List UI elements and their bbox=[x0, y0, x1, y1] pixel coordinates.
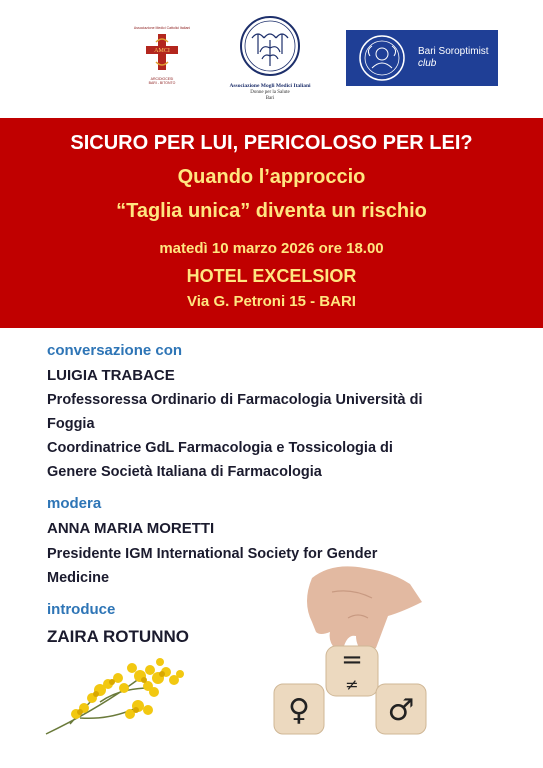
event-address: Via G. Petroni 15 - BARI bbox=[187, 293, 356, 310]
cross-icon bbox=[142, 32, 182, 72]
event-venue: HOTEL EXCELSIOR bbox=[186, 266, 357, 286]
soroptimist-emblem-icon bbox=[358, 34, 406, 82]
ammi-logo bbox=[215, 14, 325, 114]
dice-illustration bbox=[272, 562, 442, 740]
moderator-label: modera bbox=[47, 495, 102, 512]
event-banner bbox=[0, 118, 543, 328]
moderator-desc-line: Presidente IGM International Society for Gender bbox=[47, 546, 378, 562]
female-symbol: ♀ bbox=[288, 693, 310, 728]
amci-archdiocese: ARCIDIOCESI bbox=[150, 77, 174, 81]
hand-icon bbox=[307, 566, 422, 654]
amci-logo-caption: Associazione Medici Cattolici Italiani bbox=[133, 26, 191, 30]
event-date: matedì 10 marzo 2026 ore 18.00 bbox=[159, 240, 384, 257]
ammi-city: Bari bbox=[265, 96, 275, 101]
intro-label: introduce bbox=[47, 601, 116, 618]
event-subtitle-1: Quando l’approccio bbox=[177, 166, 366, 188]
moderator-name: ANNA MARIA MORETTI bbox=[47, 520, 215, 537]
conversation-label: conversazione con bbox=[47, 342, 183, 359]
not-equal-sign: ≠ bbox=[345, 675, 359, 694]
event-title: SICURO PER LUI, PERICOLOSO PER LEI? bbox=[70, 132, 473, 154]
equal-sign: = bbox=[341, 645, 363, 675]
ammi-name: Associazione Mogli Medici Italiani bbox=[229, 83, 311, 89]
speaker-desc-line: Professoressa Ordinario di Farmacologia Università di bbox=[47, 392, 423, 408]
speaker-desc-line: Foggia bbox=[47, 416, 95, 432]
moderator-desc-line: Medicine bbox=[47, 570, 110, 586]
speaker-desc-line: Coordinatrice GdL Farmacologia e Tossicologia di bbox=[47, 440, 393, 456]
speaker-name: LUIGIA TRABACE bbox=[47, 367, 175, 384]
amci-mark: AMCI bbox=[154, 48, 170, 54]
intro-name: ZAIRA ROTUNNO bbox=[47, 627, 189, 646]
ammi-subtitle: Donne per la Salute bbox=[250, 90, 290, 95]
ammi-emblem-icon bbox=[238, 14, 302, 78]
male-symbol: ♂ bbox=[387, 693, 415, 728]
speaker-desc-line: Genere Società Italiana di Farmacologia bbox=[47, 464, 322, 480]
soroptimist-name: Bari Soroptimist bbox=[418, 46, 489, 57]
soroptimist-club: club bbox=[418, 58, 437, 69]
mimosa-illustration bbox=[40, 648, 200, 740]
event-subtitle-2: “Taglia unica” diventa un rischio bbox=[116, 200, 427, 222]
amci-logo bbox=[126, 26, 198, 90]
soroptimist-logo bbox=[346, 30, 498, 86]
amci-city: BARI - BITONTO bbox=[148, 81, 176, 85]
